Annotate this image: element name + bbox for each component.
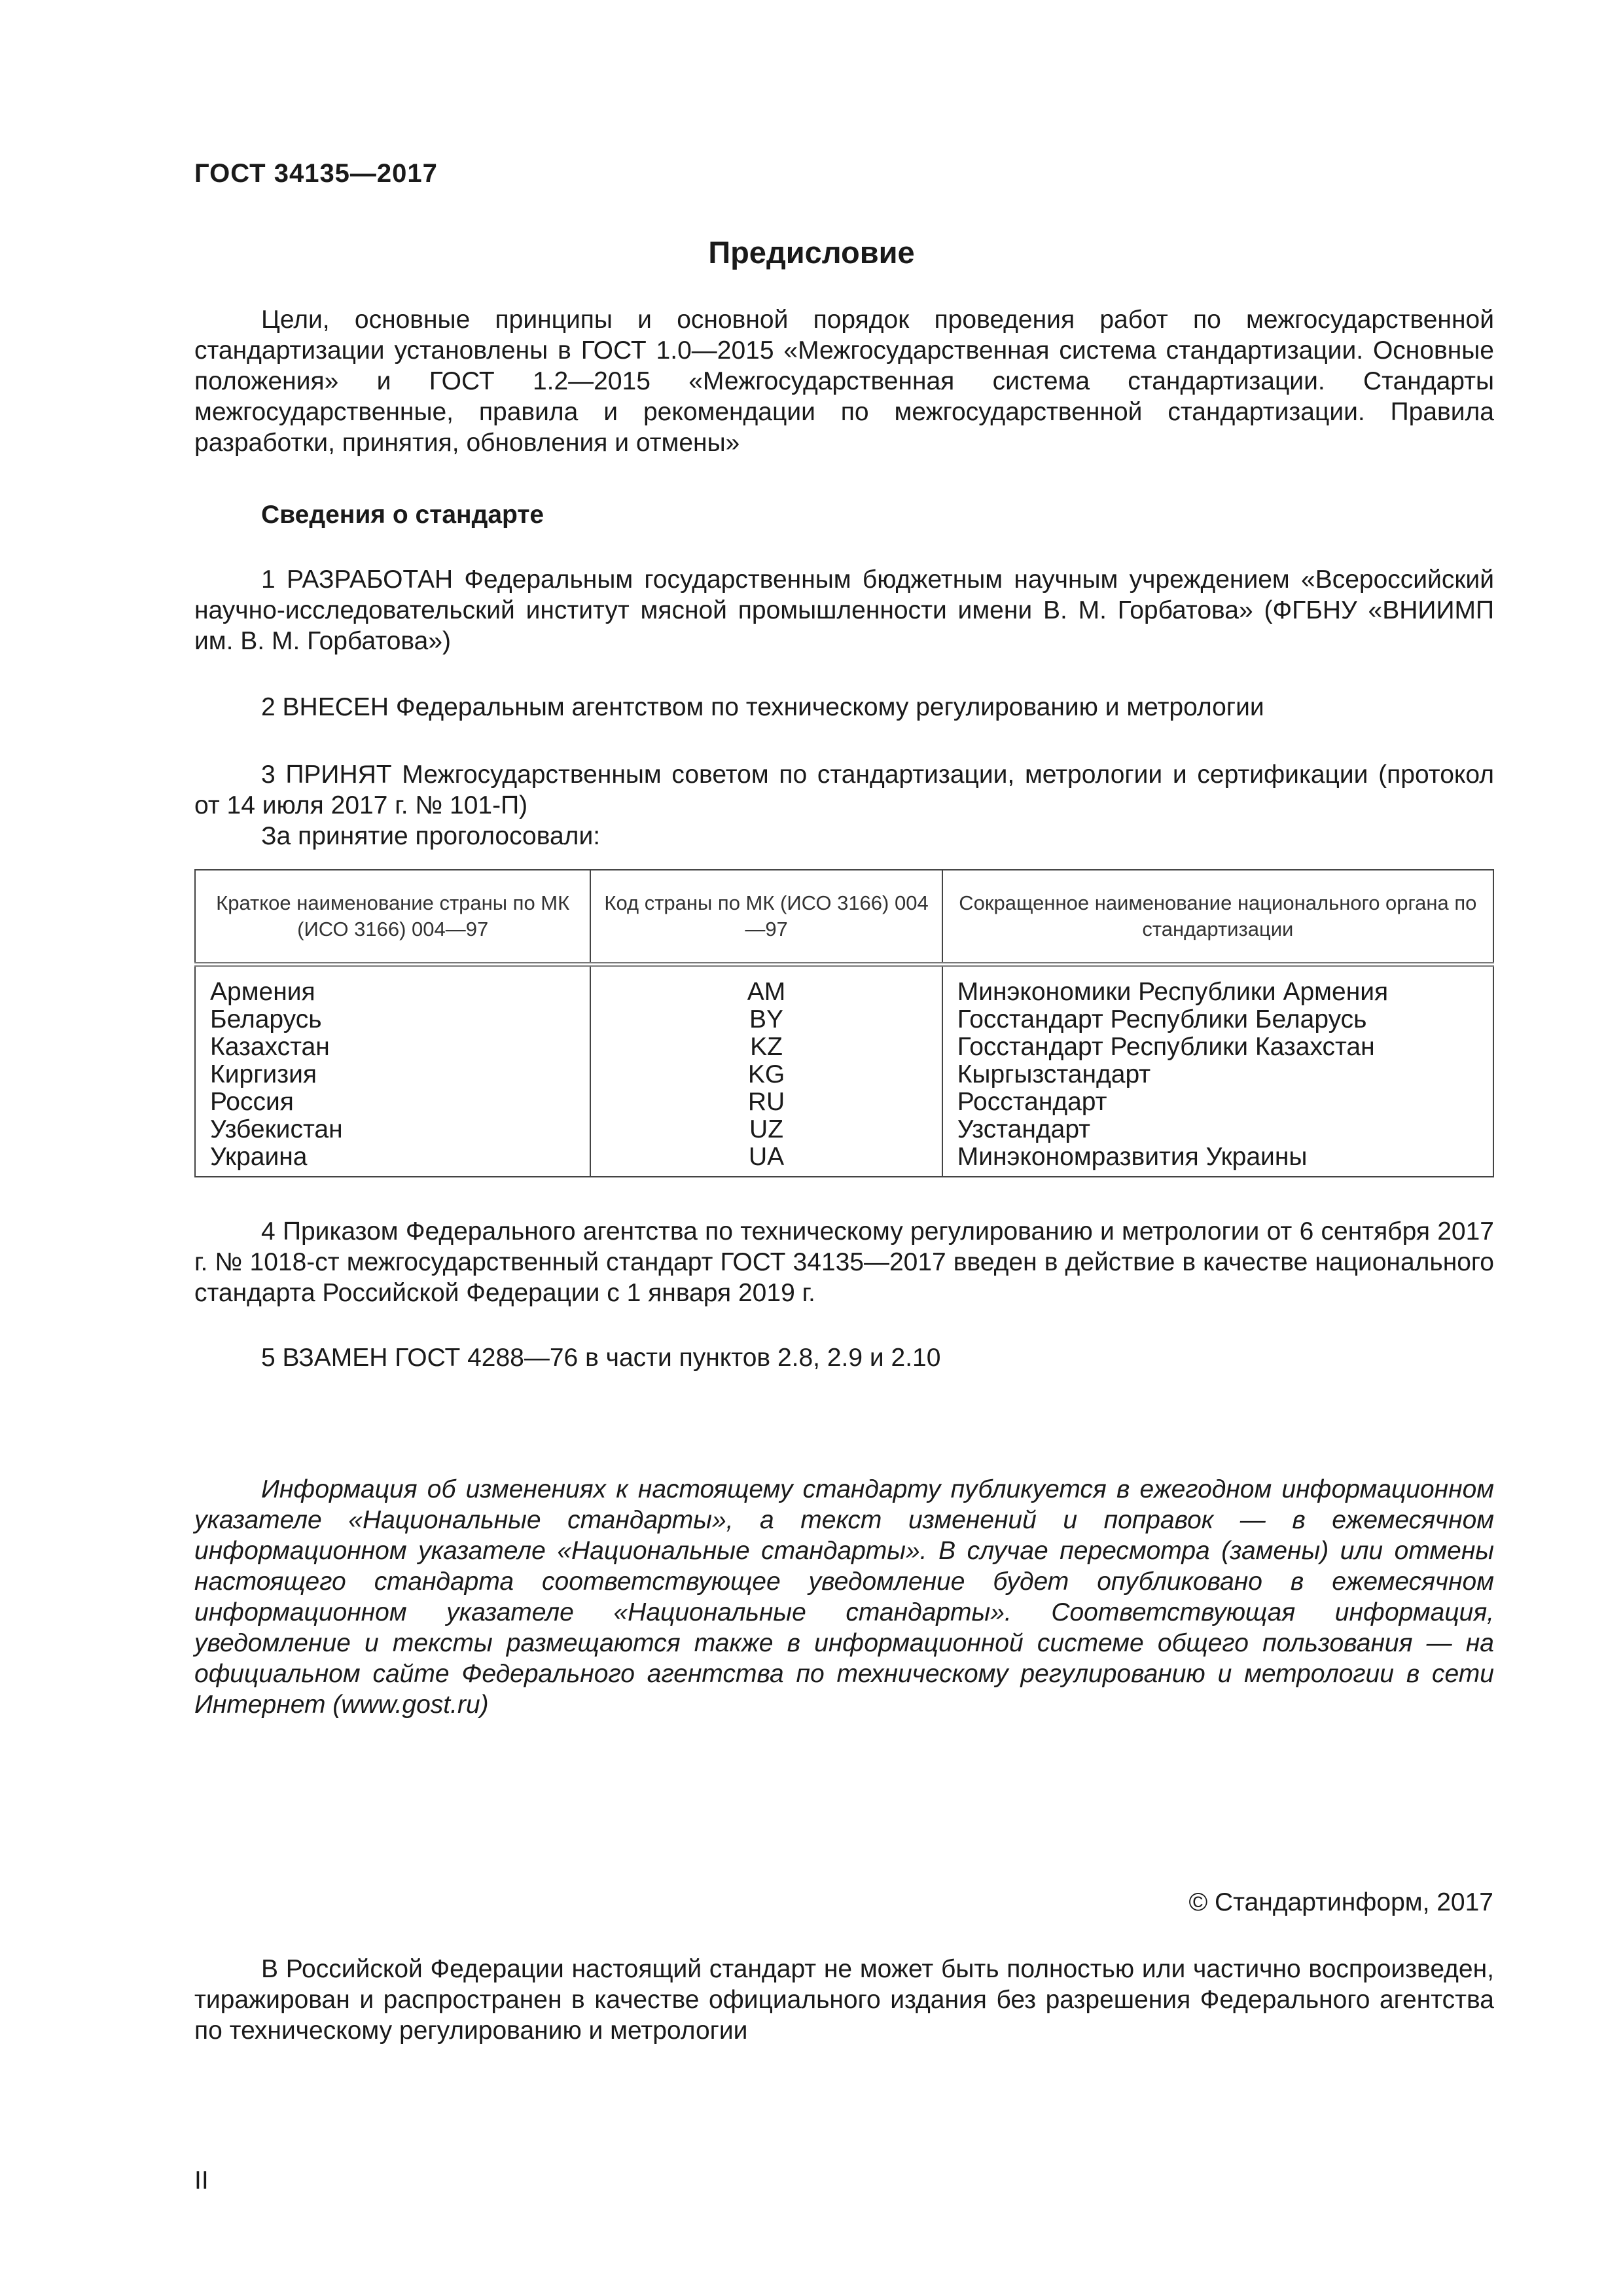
body-cell: Госстандарт Республики Беларусь (942, 1006, 1493, 1033)
country-cell: Армения (195, 965, 590, 1007)
code-cell: BY (590, 1006, 942, 1033)
info-heading: Сведения о стандарте (261, 501, 544, 529)
change-info-block (194, 1474, 1494, 1720)
item-2-block (194, 692, 1494, 723)
body-cell: Узстандарт (942, 1116, 1493, 1143)
column-header-code: Код страны по МК (ИСО 3166) 004—97 (590, 870, 942, 965)
country-cell: Россия (195, 1088, 590, 1116)
item-3-adopted: 3 ПРИНЯТ Межгосударственным советом по стандартизации, метрологии и сертификации (протокол от 14 июля 2017 г. № 101-П) (194, 761, 1494, 819)
table-row (195, 965, 1493, 1007)
item-2-submitted: 2 ВНЕСЕН Федеральным агентством по техническому регулированию и метрологии (261, 693, 1264, 721)
body-cell: Минэкономики Республики Армения (942, 965, 1493, 1007)
rights-block (194, 1954, 1494, 2046)
country-cell: Украина (195, 1143, 590, 1177)
country-cell: Казахстан (195, 1033, 590, 1061)
intro-paragraph: Цели, основные принципы и основной порядок проведения работ по межгосударственной стандартизации установлены в ГОСТ 1.0—2015 «Межгосударственная система стандартизации. Основные положения» и ГОСТ 1.2—2015 «Межгосударственная система стандартизации. Стандарты межгосударственные, правила и рекомендации по межгосударственной стандартизации. Правила разработки, принятия, обновления и отмены» (194, 306, 1494, 457)
table-header-row (195, 870, 1493, 965)
table-row (195, 1143, 1493, 1177)
copyright-notice: © Стандартинформ, 2017 (1188, 1888, 1493, 1916)
page-number: II (194, 2166, 209, 2195)
table-row (195, 1116, 1493, 1143)
table-row (195, 1006, 1493, 1033)
table-row (195, 1061, 1493, 1088)
change-info-paragraph: Информация об изменениях к настоящему стандарту публикуется в ежегодном информационном указателе «Национальные стандарты», а текст изменений и поправок — в ежемесячном информационном указателе «Национальные стандарты». В случае пересмотра (замены) или отмены настоящего стандарта соответствующее уведомление будет опубликовано в ежемесячном информационном указателе «Национальные стандарты». Соответствующая информация, уведомление и тексты размещаются также в информационной системе общего пользования — на официальном сайте Федерального агентства по техническому регулированию и метрологии в сети Интернет (www.gost.ru) (194, 1475, 1494, 1719)
country-cell: Киргизия (195, 1061, 590, 1088)
item-5-block (194, 1342, 1494, 1373)
item-3-block (194, 759, 1494, 852)
country-cell: Беларусь (195, 1006, 590, 1033)
code-cell: UZ (590, 1116, 942, 1143)
body-cell: Росстандарт (942, 1088, 1493, 1116)
body-cell: Госстандарт Республики Казахстан (942, 1033, 1493, 1061)
voting-table (194, 869, 1494, 1177)
body-cell: Кыргызстандарт (942, 1061, 1493, 1088)
column-header-country: Краткое наименование страны по МК (ИСО 3166) 004—97 (195, 870, 590, 965)
code-cell: KG (590, 1061, 942, 1088)
intro-block (194, 304, 1494, 458)
table-row (195, 1033, 1493, 1061)
code-cell: UA (590, 1143, 942, 1177)
rights-paragraph: В Российской Федерации настоящий стандарт не может быть полностью или частично воспроизведен, тиражирован и распространен в качестве официального издания без разрешения Федерального агентства по техническому регулированию и метрологии (194, 1955, 1494, 2045)
item-1-block (194, 564, 1494, 656)
item-4-block (194, 1216, 1494, 1308)
table-row (195, 1088, 1493, 1116)
code-cell: AM (590, 965, 942, 1007)
document-id: ГОСТ 34135—2017 (194, 159, 438, 188)
item-5-replaces: 5 ВЗАМЕН ГОСТ 4288—76 в части пунктов 2.8, 2.9 и 2.10 (261, 1344, 941, 1372)
item-4-order: 4 Приказом Федерального агентства по техническому регулированию и метрологии от 6 сентября 2017 г. № 1018-ст межгосударственный стандарт ГОСТ 34135—2017 введен в действие в качестве национального стандарта Российской Федерации с 1 января 2019 г. (194, 1217, 1494, 1307)
country-cell: Узбекистан (195, 1116, 590, 1143)
code-cell: RU (590, 1088, 942, 1116)
item-1-developed: 1 РАЗРАБОТАН Федеральным государственным бюджетным научным учреждением «Всероссийский научно-исследовательский институт мясной промышленности имени В. М. Горбатова» (ФГБНУ «ВНИИМП им. В. М. Горбатова») (194, 565, 1494, 655)
voted-label: За принятие проголосовали: (261, 822, 601, 850)
column-header-body: Сокращенное наименование национального органа по стандартизации (942, 870, 1493, 965)
page-title: Предисловие (708, 235, 915, 270)
body-cell: Минэкономразвития Украины (942, 1143, 1493, 1177)
code-cell: KZ (590, 1033, 942, 1061)
